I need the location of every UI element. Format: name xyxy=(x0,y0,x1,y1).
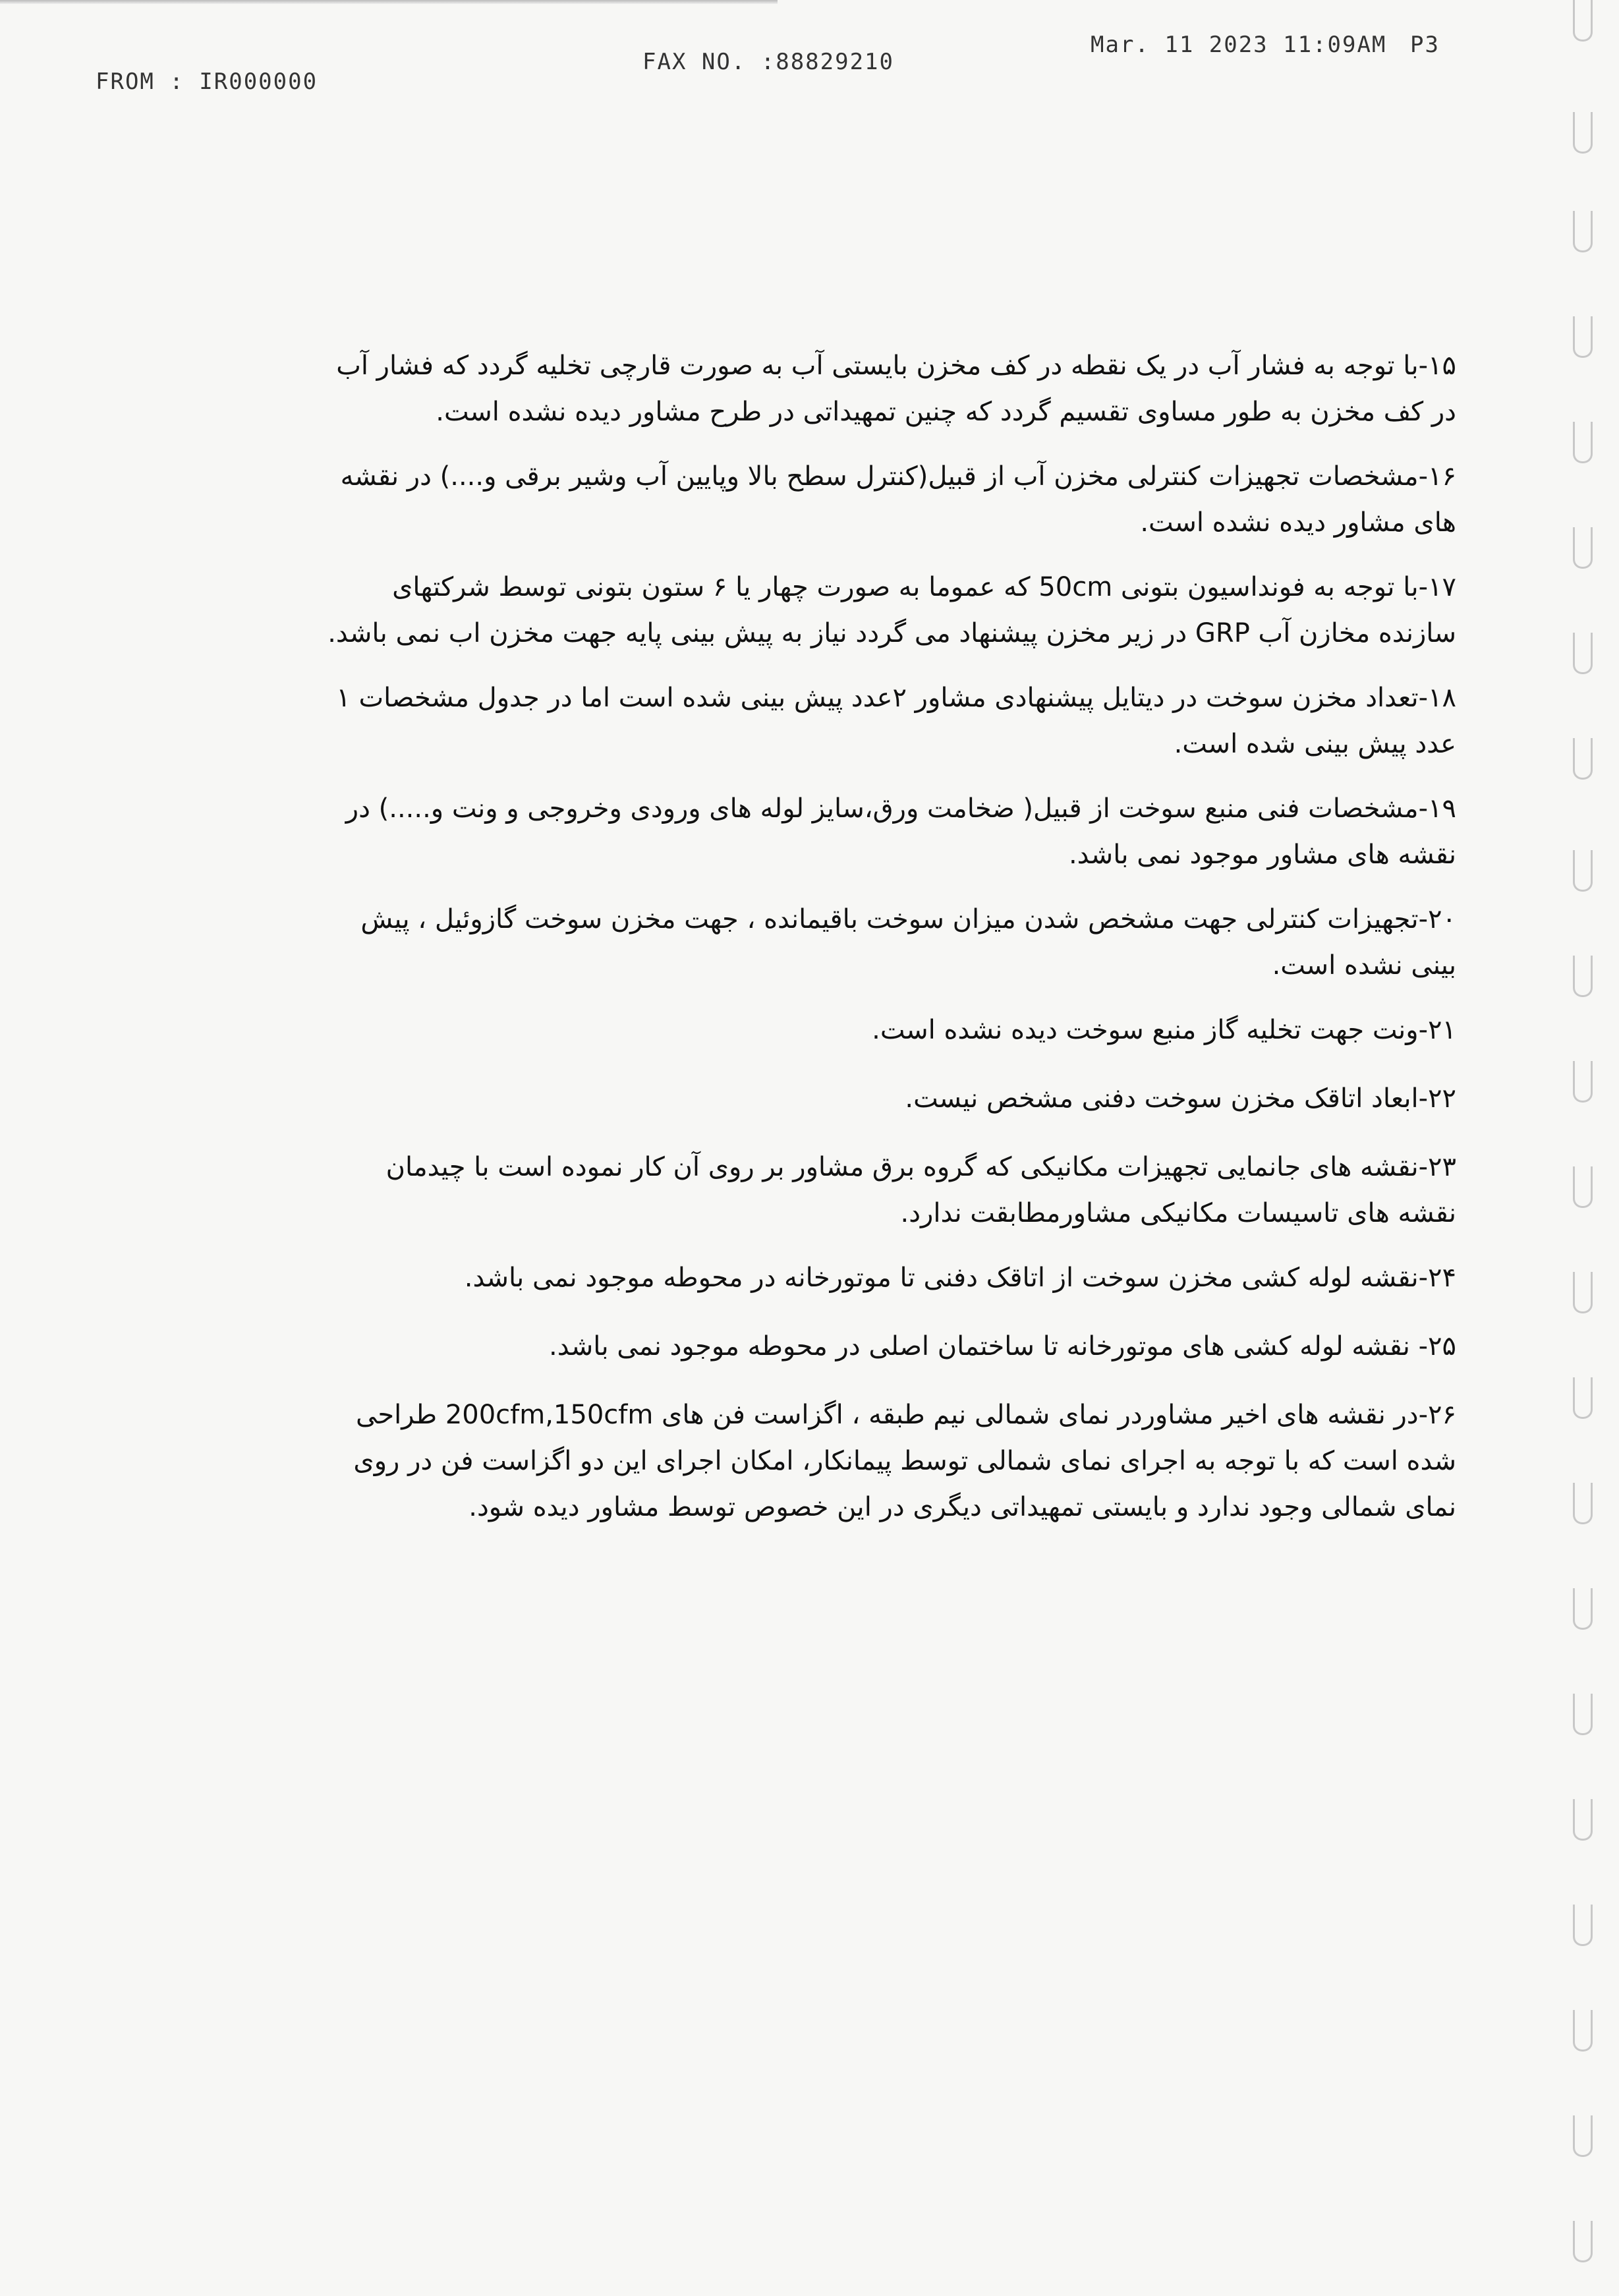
binder-hole-icon xyxy=(1573,112,1593,154)
fax-from-line: FROM : IR000000 xyxy=(96,69,318,95)
binder-hole-icon xyxy=(1573,1061,1593,1103)
fax-header xyxy=(0,20,1619,99)
fax-date-line: Mar. 11 2023 11:09AM xyxy=(1091,32,1387,58)
binder-hole-icon xyxy=(1573,211,1593,252)
document-body xyxy=(323,343,1456,1549)
binder-edge xyxy=(1547,0,1619,2296)
fax-number-line: FAX NO. :88829210 xyxy=(642,49,894,75)
item-26: ۲۶-در نقشه های اخیر مشاوردر نمای شمالی نیم طبقه ، اگزاست فن های 200cfm,150cfm طراحی شده است که با توجه به اجرای نمای شمالی توسط پیمانکار، امکان اجرای این دو اگزاست فن در روی نمای شمالی وجود ندارد و بایستی تمهیداتی دیگری در این خصوص توسط مشاور دیده شود. xyxy=(353,1400,1456,1522)
item-22: ۲۲-ابعاد اتاقک مخزن سوخت دفنی مشخص نیست. xyxy=(905,1083,1456,1114)
item-20: ۲۰-تجهیزات کنترلی جهت مشخص شدن میزان سوخت باقیمانده ، جهت مخزن سوخت گازوئیل ، پیش بینی نشده است. xyxy=(360,904,1456,981)
binder-hole-icon xyxy=(1573,1588,1593,1630)
binder-hole-icon xyxy=(1573,1694,1593,1735)
binder-hole-icon xyxy=(1573,316,1593,358)
binder-hole-icon xyxy=(1573,2221,1593,2262)
binder-hole-icon xyxy=(1573,1166,1593,1208)
binder-hole-icon xyxy=(1573,1905,1593,1946)
binder-hole-icon xyxy=(1573,2115,1593,2157)
fax-page-number: P3 xyxy=(1410,32,1440,58)
binder-hole-icon xyxy=(1573,527,1593,569)
binder-hole-icon xyxy=(1573,738,1593,780)
item-16: ۱۶-مشخصات تجهیزات کنترلی مخزن آب از قبیل(کنترل سطح بالا وپایین آب وشیر برقی و....) در نقشه های مشاور دیده نشده است. xyxy=(340,461,1456,538)
item-24: ۲۴-نقشه لوله کشی مخزن سوخت از اتاقک دفنی تا موتورخانه در محوطه موجود نمی باشد. xyxy=(464,1263,1456,1293)
binder-hole-icon xyxy=(1573,956,1593,997)
binder-hole-icon xyxy=(1573,850,1593,892)
binder-hole-icon xyxy=(1573,2010,1593,2052)
binder-hole-icon xyxy=(1573,1272,1593,1313)
binder-hole-icon xyxy=(1573,1483,1593,1524)
item-17: ۱۷-با توجه به فونداسیون بتونی 50cm که عموما به صورت چهار یا ۶ ستون بتونی توسط شرکتهای سازنده مخازن آب GRP در زیر مخزن پیشنهاد می گردد نیاز به پیش بینی پایه جهت مخزن اب نمی باشد. xyxy=(327,572,1456,648)
item-21: ۲۱-ونت جهت تخلیه گاز منبع سوخت دیده نشده است. xyxy=(872,1015,1456,1045)
binder-hole-icon xyxy=(1573,633,1593,674)
item-19: ۱۹-مشخصات فنی منبع سوخت از قبیل( ضخامت ورق،سایز لوله های ورودی وخروجی و ونت و.....) در نقشه های مشاور موجود نمی باشد. xyxy=(345,793,1456,870)
item-25: ۲۵- نقشه لوله کشی های موتورخانه تا ساختمان اصلی در محوطه موجود نمی باشد. xyxy=(549,1331,1456,1362)
page-top-edge xyxy=(0,0,778,4)
binder-hole-icon xyxy=(1573,0,1593,42)
binder-hole-icon xyxy=(1573,1799,1593,1841)
item-23: ۲۳-نقشه های جانمایی تجهیزات مکانیکی که گروه برق مشاور بر روی آن کار نموده است با چیدمان نقشه های تاسیسات مکانیکی مشاورمطابقت ندارد. xyxy=(385,1152,1456,1228)
item-18: ۱۸-تعداد مخزن سوخت در دیتایل پیشنهادی مشاور ۲عدد پیش بینی شده است اما در جدول مشخصات ۱ عدد پیش بینی شده است. xyxy=(336,683,1456,759)
binder-hole-icon xyxy=(1573,1377,1593,1419)
item-15: ۱۵-با توجه به فشار آب در یک نقطه در کف مخزن بایستی آب به صورت قارچی تخلیه گردد که فشار آب در کف مخزن به طور مساوی تقسیم گردد که چنین تمهیداتی در طرح مشاور دیده نشده است. xyxy=(336,351,1456,427)
binder-hole-icon xyxy=(1573,422,1593,463)
